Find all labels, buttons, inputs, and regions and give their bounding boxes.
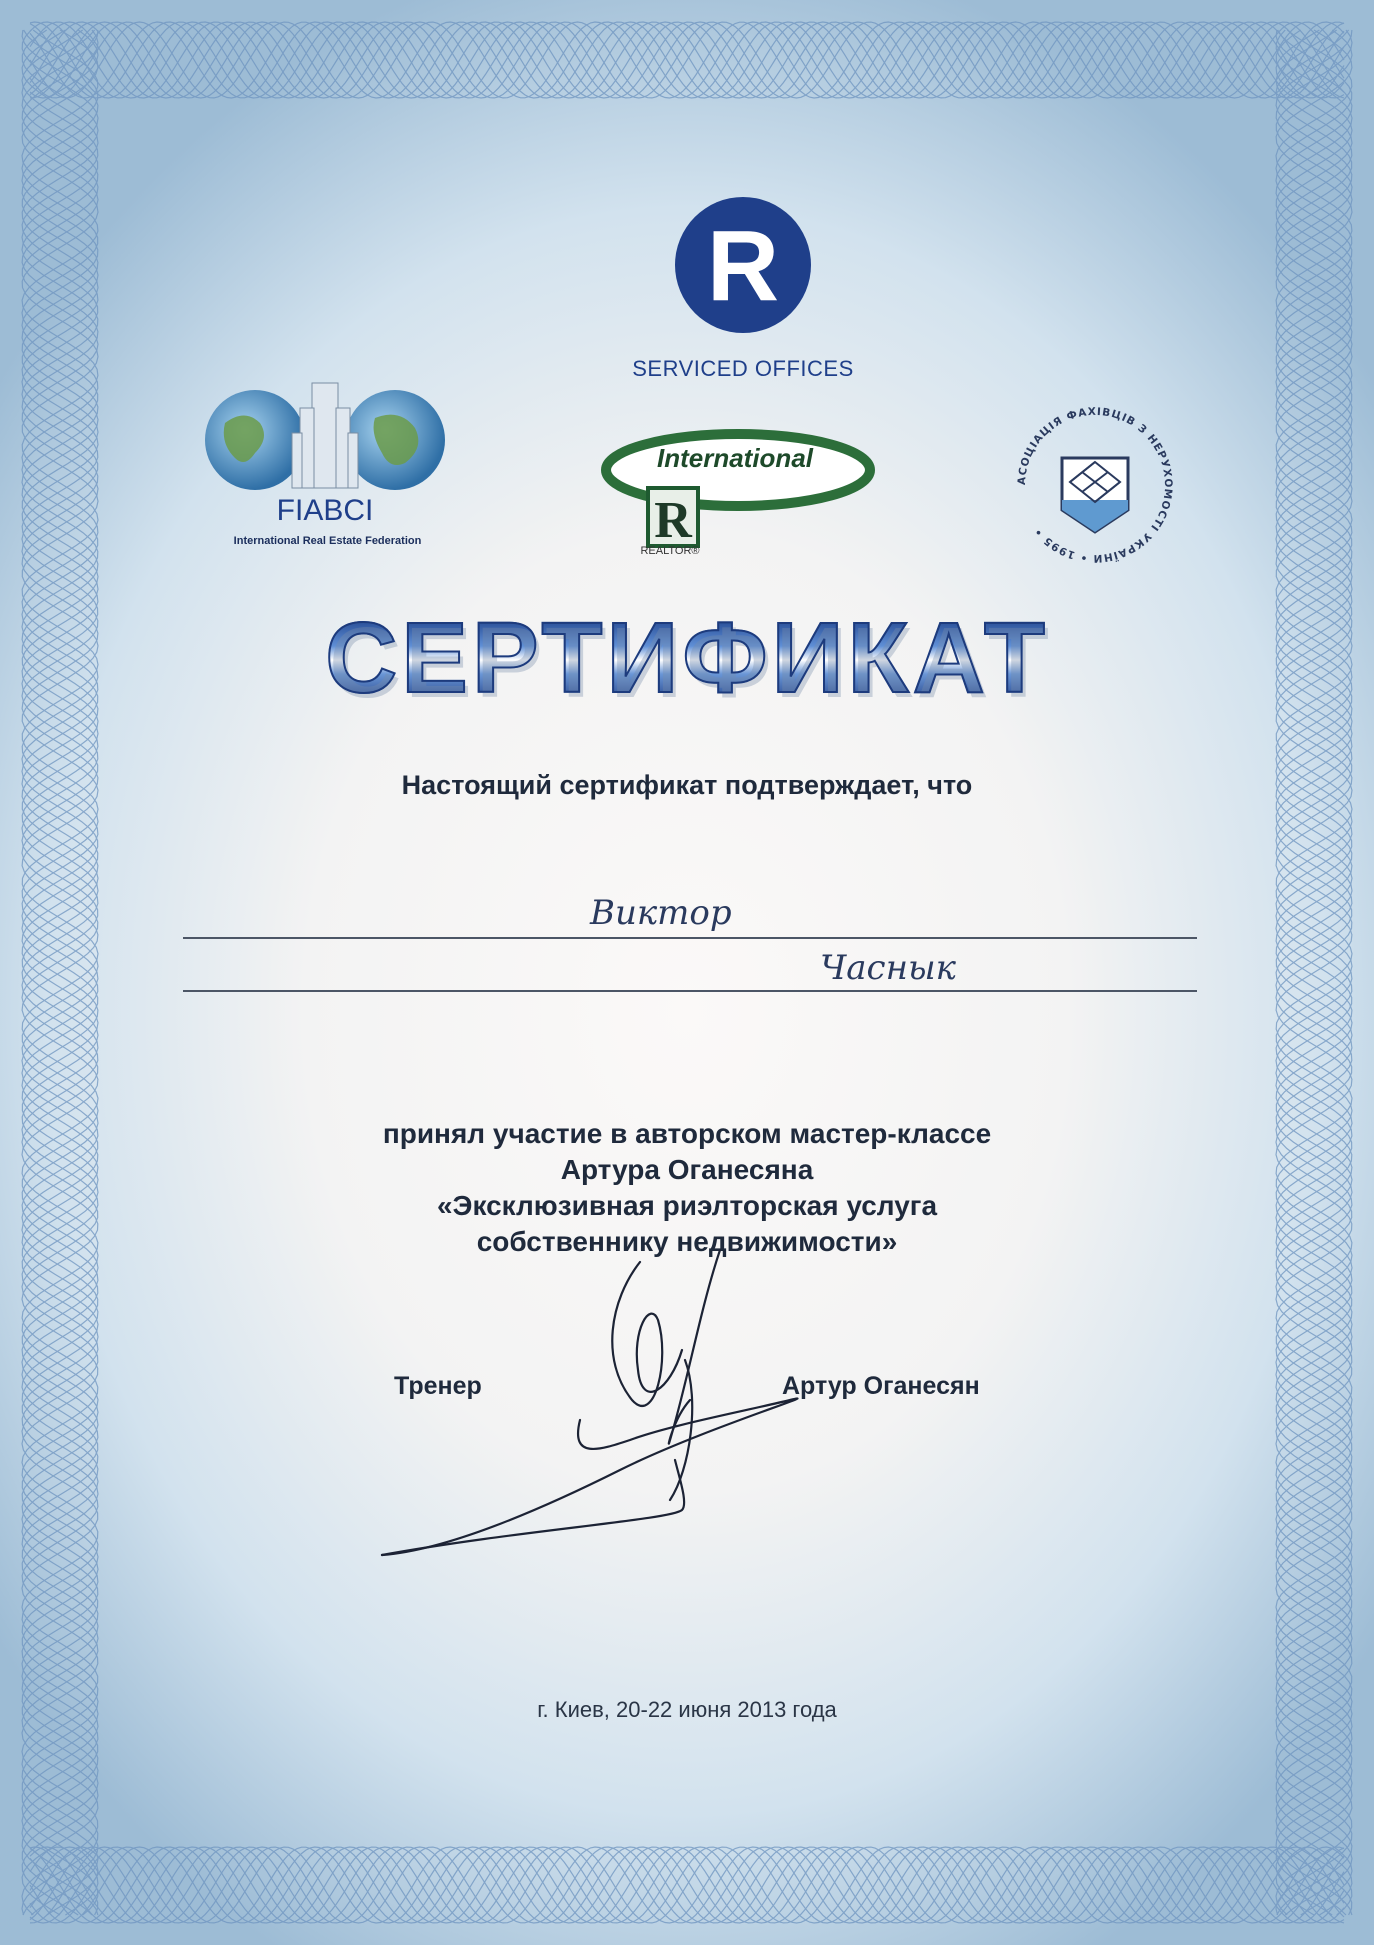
- realtor-label: REALTOR®: [640, 545, 700, 557]
- certificate-title: СЕРТИФИКАТ: [190, 608, 1184, 708]
- association-logo: [1010, 400, 1180, 570]
- recipient-first-name: Виктор: [590, 893, 732, 933]
- fiabci-logo: [200, 378, 450, 508]
- recipient-last-name: Часнык: [820, 948, 956, 988]
- body-line-4: собственнику недвижимости»: [476, 1226, 898, 1257]
- footer-place-date: г. Киев, 20-22 июня 2013 года: [537, 1697, 837, 1722]
- trainer-name: Артур Оганесян: [782, 1372, 980, 1400]
- body-line-2: Артура Оганесяна: [560, 1154, 814, 1185]
- certificate-subtitle: Настоящий сертификат подтверждает, что: [401, 770, 973, 800]
- body-line-3: «Эксклюзивная риэлторская услуга: [436, 1190, 938, 1221]
- trainer-label: Тренер: [394, 1372, 482, 1400]
- fiabci-subtitle: International Real Estate Federation: [233, 535, 422, 547]
- svg-text:R: R: [654, 492, 692, 549]
- svg-text:АСОЦІАЦІЯ ФАХІВЦІВ З НЕРУХОМОС: АСОЦІАЦІЯ ФАХІВЦІВ З НЕРУХОМОСТІ УКРАЇНИ • 1995 •: [1015, 405, 1175, 565]
- international-label: International: [656, 443, 813, 473]
- name-line-2: [183, 990, 1197, 992]
- body-line-1: принял участие в авторском мастер-классе: [382, 1118, 992, 1149]
- name-line-1: [183, 937, 1197, 939]
- serviced-offices-logo: [670, 192, 816, 338]
- serviced-offices-label: SERVICED OFFICES: [632, 356, 854, 381]
- trainer-signature: [370, 1240, 970, 1580]
- svg-text:R: R: [706, 210, 780, 322]
- fiabci-name: FIABCI: [276, 494, 374, 527]
